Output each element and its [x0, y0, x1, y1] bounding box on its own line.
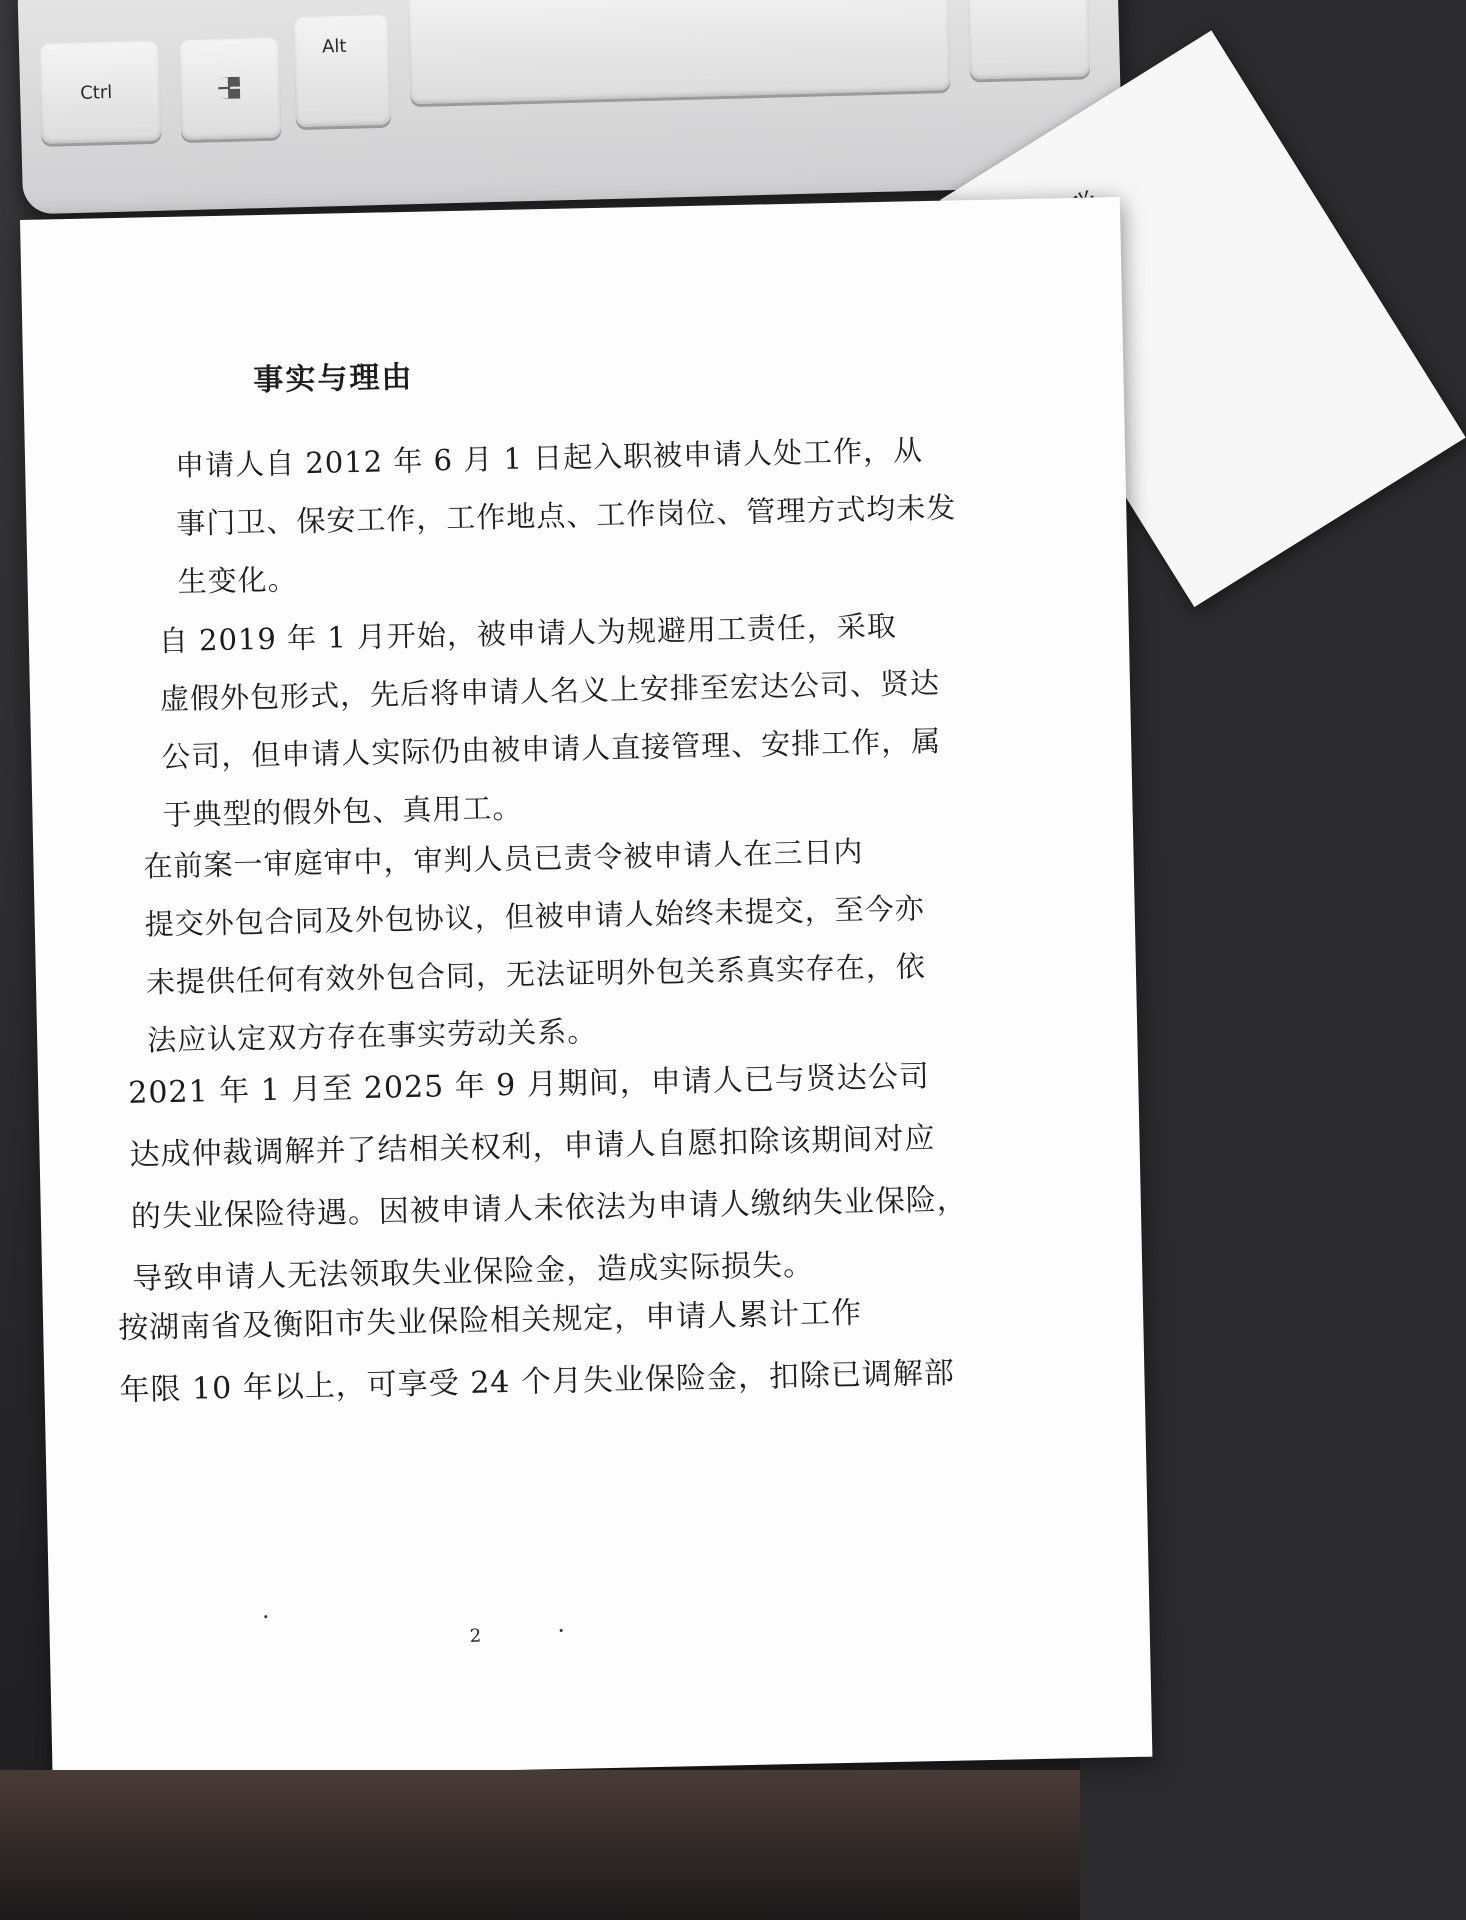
desk-surface	[0, 1770, 1080, 1920]
document-title: 事实与理由	[253, 359, 414, 399]
ctrl-key	[39, 41, 162, 144]
speck-mark	[560, 1629, 563, 1632]
document-page	[20, 197, 1152, 1780]
paragraph-3: 在前案一审庭审中，审判人员已责令被申请人在三日内 提交外包合同及外包协议，但被申请人始终未提交，至今亦 未提供任何有效外包合同，无法证明外包关系真实存在，依 法应认定双方存在事实劳动关系。	[143, 834, 927, 1058]
paragraph-1: 申请人自 2012 年 6 月 1 日起入职被申请人处工作，从 事门卫、保安工作，工作地点、工作岗位、管理方式均未发 生变化。	[174, 433, 957, 599]
alt-key	[293, 15, 391, 127]
windows-key	[179, 38, 282, 141]
speck-mark	[264, 1615, 267, 1618]
right-key	[967, 0, 1090, 80]
ctrl-key-label: Ctrl	[79, 81, 113, 104]
windows-logo-icon	[218, 77, 241, 100]
space-key	[407, 0, 950, 104]
alt-key-label: Alt	[321, 35, 347, 58]
paragraph-4: 2021 年 1 月至 2025 年 9 月期间，申请人已与贤达公司 达成仲裁调解并了结相关权利，申请人自愿扣除该期间对应 的失业保险待遇。因被申请人未依法为申请人缴纳失业保险， 导致申请人无法领取失业保险金，造成实际损失。	[127, 1059, 969, 1297]
page-number: 2	[469, 1625, 482, 1647]
paragraph-2: 自 2019 年 1 月开始，被申请人为规避用工责任，采取 虚假外包形式，先后将申请人名义上安排至宏达公司、贤达 公司，但申请人实际仍由被申请人直接管理、安排工作，属 于典型的假外包、真用工。	[158, 608, 942, 833]
keyboard	[17, 0, 1123, 214]
paragraph-5: 按湖南省及衡阳市失业保险相关规定，申请人累计工作 年限 10 年以上，可享受 24 个月失业保险金，扣除已调解部	[117, 1295, 956, 1409]
